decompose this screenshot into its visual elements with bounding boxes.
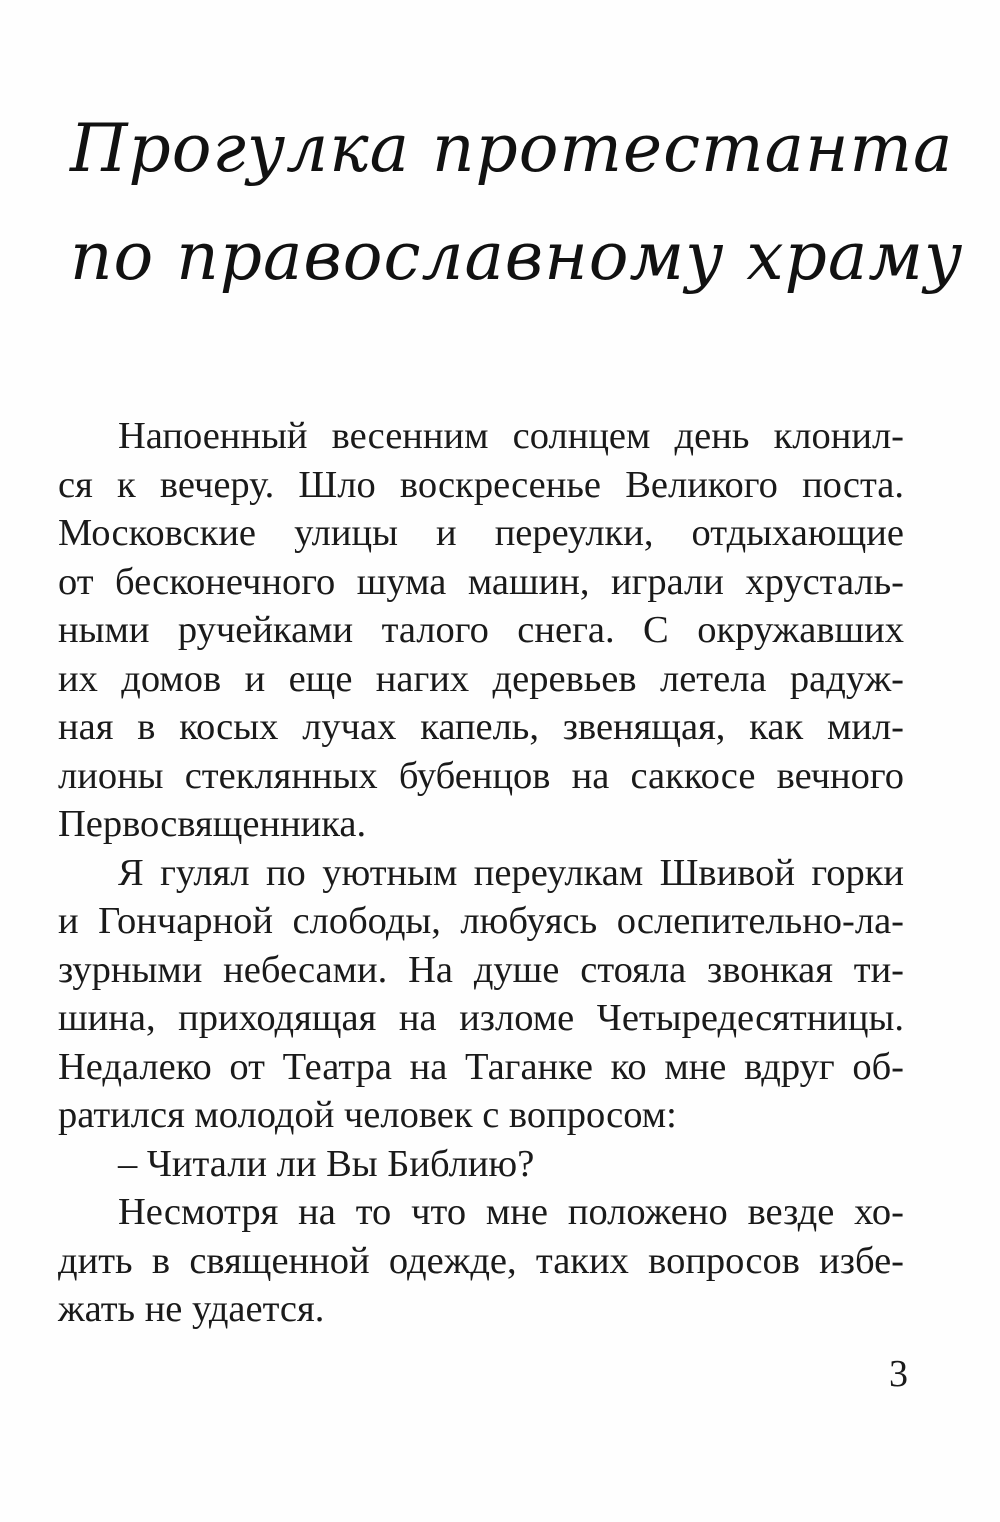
text-line: дить в священной одежде, таких вопросов избе-: [58, 1239, 904, 1282]
chapter-title-line-2: по православному храму: [70, 218, 964, 295]
text-line: жать не удается.: [58, 1288, 325, 1330]
chapter-title: [70, 95, 964, 311]
text-line: ся к вечеру. Шло воскресенье Великого поста.: [58, 463, 904, 506]
text-line: – Читали ли Вы Библию?: [118, 1142, 535, 1185]
text-line: и Гончарной слободы, любуясь ослепительно-ла-: [58, 900, 904, 942]
text-line: их домов и еще нагих деревьев летела радуж-: [58, 657, 904, 700]
text-line: Я гулял по уютным переулкам Швивой горки: [118, 851, 904, 894]
text-line: Напоенный весенним солнцем день клонил-: [118, 415, 904, 457]
page-number: 3: [889, 1353, 908, 1395]
body-text: [58, 412, 904, 1334]
text-line: Первосвященника.: [58, 803, 367, 845]
text-line: Недалеко от Театра на Таганке ко мне вдруг об-: [58, 1045, 904, 1088]
text-line: ными ручейками талого снега. С окружавших: [58, 609, 904, 651]
text-line: ная в косых лучах капель, звенящая, как мил-: [58, 706, 904, 748]
chapter-title-line-1: Прогулка протестанта: [70, 110, 954, 187]
text-line: от бесконечного шума машин, играли хрусталь-: [58, 560, 904, 603]
text-line: лионы стеклянных бубенцов на саккосе вечного: [58, 754, 904, 797]
text-line: шина, приходящая на изломе Четыредесятницы.: [58, 997, 904, 1039]
text-line: Несмотря на то что мне положено везде хо-: [118, 1191, 904, 1233]
text-line: зурными небесами. На душе стояла звонкая ти-: [58, 948, 904, 991]
text-line: ратился молодой человек с вопросом:: [58, 1094, 677, 1136]
text-line: Московские улицы и переулки, отдыхающие: [58, 512, 904, 554]
